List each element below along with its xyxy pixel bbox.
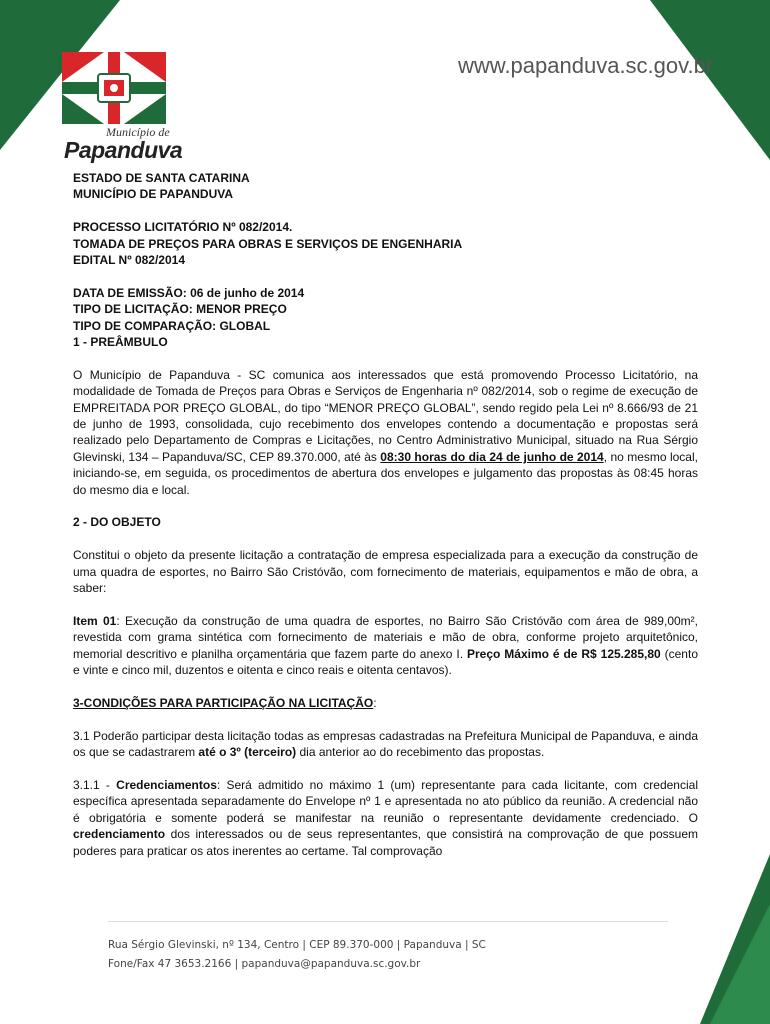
footer-address: Rua Sérgio Glevinski, nº 134, Centro | CEP 89.370-000 | Papanduva | SC [108,939,486,951]
objeto-paragraph: Constitui o objeto da presente licitação a contratação de empresa especializada para a execução da construção de uma quadra de esportes, no Bairro São Cristóvão, com fornecimento de materiais, equipamentos e mão de obra, a saber: [73,548,698,596]
cond31-text: 3.1 Poderão participar desta licitação todas as empresas cadastradas na Prefeitura Municipal de Papanduva, e ainda os que se cadastrarem [73,728,698,760]
condition-3-1-paragraph [73,728,698,761]
logo-municipality-name: Papanduva [64,137,183,163]
cond311-title: Credenciamentos [116,777,217,792]
heading-state: ESTADO DE SANTA CATARINA [73,171,250,185]
heading-tender-type: TOMADA DE PREÇOS PARA OBRAS E SERVIÇOS DE ENGENHARIA [73,236,463,251]
item-price-words: (cento e vinte e cinco mil, duzentos e oitenta e cinco reais e oitenta centavos). [73,646,698,678]
footer-divider [108,921,668,922]
preambulo-paragraph [73,367,698,498]
preambulo-text: O Município de Papanduva - SC comunica aos interessados que está promovendo Processo Licitatório, na modalidade de Tomada de Preços para Obras e Serviços de Engenharia nº 082/2014, sob o regime de execução de EMPREITADA POR PREÇO GLOBAL, do tipo “MENOR PREÇO GLOBAL”, sendo regido pela Lei nº 8.666/93 de 21 de junho de 1993, consolidada, cujo recebimento dos envelopes contendo a documentação e propostas será realizado pelo Departamento de Compras e Licitações, no Centro Administrativo Municipal, situado na Rua Sérgio Glevinski, 134 – Papanduva/SC, CEP 89.370.000, até às [73,367,698,464]
section-preambulo-title: 1 - PREÂMBULO [73,335,168,350]
cond311-text-end: dos interessados ou de seus representantes, que consistirá na comprovação de que possuem poderes para praticar os atos inerentes ao certame. Tal comprovação [73,827,698,858]
heading-edital: EDITAL Nº 082/2014 [73,253,185,268]
cond311-credenciamento: credenciamento [73,827,166,842]
cond31-text-end: dia anterior ao do recebimento das propostas. [296,745,545,760]
cond311-number: 3.1.1 - [73,777,117,792]
footer-contact: Fone/Fax 47 3653.2166 | papanduva@papanduva.sc.gov.br [108,958,421,970]
footer [108,936,486,974]
heading-emission-date: DATA DE EMISSÃO: 06 de junho de 2014 [73,285,305,300]
section-conditions-heading [73,695,698,711]
cond31-deadline: até o 3º (terceiro) [198,745,297,760]
header-website[interactable]: www.papanduva.sc.gov.br [458,53,714,78]
item-label: Item 01 [73,613,117,628]
section-conditions-title: 3-CONDIÇÕES PARA PARTICIPAÇÃO NA LICITAÇÃO [73,695,374,710]
preambulo-text-end: , no mesmo local, iniciando-se, em seguida, os procedimentos de abertura dos envelopes e julgamento das propostas às 08:45 horas do mesmo dia e local. [73,449,698,497]
document-body [73,170,698,859]
section-objeto-title: 2 - DO OBJETO [73,515,161,530]
item-max-price: Preço Máximo é de R$ 125.285,80 [467,646,661,661]
section-conditions-colon: : [373,695,377,710]
condition-3-1-1-paragraph [73,777,698,859]
heading-process: PROCESSO LICITATÓRIO Nº 082/2014. [73,220,293,235]
preambulo-deadline: 08:30 horas do dia 24 de junho de 2014 [380,449,604,464]
item-paragraph [73,613,698,679]
item-text: : Execução da construção de uma quadra de esportes, no Bairro São Cristóvão com área de 989,00m², revestida com grama sintética com fornecimento de materiais e mão de obra, conforme projeto arquitetônico, memorial descritivo e planilha orçamentária que fazem parte do anexo I. [73,613,698,661]
top-right-corner-decoration [650,0,770,170]
municipal-flag-logo [62,52,166,124]
heading-municipality: MUNICÍPIO DE PAPANDUVA [73,187,234,202]
heading-licitation-type: TIPO DE LICITAÇÃO: MENOR PREÇO [73,302,287,317]
cond311-text: : Será admitido no máximo 1 (um) representante para cada licitante, com credencial específica apresentada separadamente do Envelope nº 1 e apresentada no ato público da reunião. A credencial não é obrigatória e somente poderá se manifestar na reunião o representante devidamente credenciado. O [73,777,698,825]
heading-comparison-type: TIPO DE COMPARAÇÃO: GLOBAL [73,318,271,333]
logo-municipio-label: Município de [106,125,170,139]
bottom-right-corner-decoration [700,854,770,1024]
